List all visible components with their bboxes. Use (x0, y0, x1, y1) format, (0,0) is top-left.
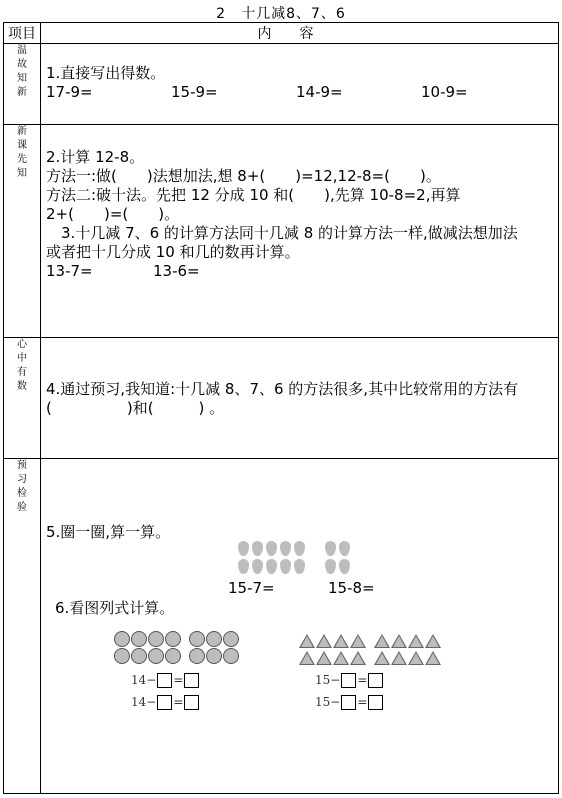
q1-item: 10-9= (421, 83, 468, 101)
q1-heading: 1.直接写出得数。 (46, 64, 166, 82)
section-label-review: 温故知新 (17, 45, 27, 98)
triangle-shape (350, 651, 366, 665)
circle-shape (148, 648, 164, 664)
q6-heading: 6.看图列式计算。 (55, 599, 175, 617)
q1-item: 17-9= (46, 83, 93, 101)
answer-box[interactable] (368, 695, 383, 710)
header-project: 项目 (4, 23, 41, 44)
q2-line: 方法一:做( )法想加法,想 8+( )=12,12-8=( )。 (46, 167, 441, 185)
answer-box[interactable] (184, 673, 199, 688)
q2-line: 2+( )=( )。 (46, 205, 180, 223)
worksheet-table (3, 22, 559, 794)
header-content: 内容 (41, 23, 559, 44)
circle-shape (148, 631, 164, 647)
triangle-shape (425, 651, 441, 665)
triangle-shape (408, 634, 424, 648)
circle-shape (114, 631, 130, 647)
triangle-shape (391, 634, 407, 648)
section-review (4, 44, 559, 125)
circle-shape (165, 631, 181, 647)
q1-item: 15-9= (171, 83, 218, 101)
pear-icon (339, 541, 350, 556)
triangle-shape (299, 634, 315, 648)
triangle-shape (425, 634, 441, 648)
q2-line: 2.计算 12-8。 (46, 148, 145, 166)
pear-icon (266, 541, 277, 556)
answer-box[interactable] (341, 695, 356, 710)
circle-shape (114, 648, 130, 664)
triangle-shape (299, 651, 315, 665)
circle-shape (223, 648, 239, 664)
pear-icon (280, 559, 291, 574)
left-equation-1: 14− = (131, 673, 200, 688)
page-title: 2 十几减8、7、6 (216, 6, 346, 22)
circle-shape (206, 648, 222, 664)
q5-item: 15-8= (328, 579, 375, 597)
pear-icon (325, 559, 336, 574)
q5-heading: 5.圈一圈,算一算。 (46, 523, 171, 541)
circle-shape (189, 648, 205, 664)
answer-box[interactable] (368, 673, 383, 688)
triangle-shape (316, 651, 332, 665)
right-equation-2: 15− = (315, 695, 384, 710)
q3-line: 或者把十几分成 10 和几的数再计算。 (46, 243, 300, 261)
triangle-shape (408, 651, 424, 665)
answer-box[interactable] (341, 673, 356, 688)
circle-shape (165, 648, 181, 664)
circle-shape (189, 631, 205, 647)
triangle-shape (333, 651, 349, 665)
pear-icon (280, 541, 291, 556)
circle-shape (131, 648, 147, 664)
right-equation-1: 15− = (315, 673, 384, 688)
section-label-check: 预习检验 (17, 460, 27, 513)
q3-item: 13-6= (153, 262, 200, 280)
triangle-shape (316, 634, 332, 648)
section-label-mind: 心中有数 (17, 339, 27, 392)
circle-shape (206, 631, 222, 647)
pear-icon (294, 559, 305, 574)
section-new-lesson (4, 125, 559, 338)
triangle-shape (374, 651, 390, 665)
eq-number: 14 (131, 673, 147, 687)
pear-icon (339, 559, 350, 574)
pear-icon (238, 541, 249, 556)
triangle-shape (374, 634, 390, 648)
pear-icon (252, 559, 263, 574)
answer-box[interactable] (157, 695, 172, 710)
pear-icon (294, 541, 305, 556)
answer-box[interactable] (157, 673, 172, 688)
q4-line: ( )和( ) 。 (46, 399, 225, 417)
q4-line: 4.通过预习,我知道:十几减 8、7、6 的方法很多,其中比较常用的方法有 (46, 380, 519, 398)
q5-item: 15-7= (228, 579, 275, 597)
eq-number: 15 (315, 673, 331, 687)
q3-item: 13-7= (46, 262, 93, 280)
section-label-new: 新课先知 (17, 126, 27, 179)
triangle-shape (391, 651, 407, 665)
eq-number: 14 (131, 695, 147, 709)
header-row (4, 23, 559, 44)
circle-shape (131, 631, 147, 647)
circle-shape (223, 631, 239, 647)
section-mind (4, 338, 559, 459)
eq-number: 15 (315, 695, 331, 709)
section-check (4, 459, 559, 794)
triangle-shape (333, 634, 349, 648)
pear-icon (238, 559, 249, 574)
pear-icon (325, 541, 336, 556)
q2-line: 方法二:破十法。先把 12 分成 10 和( ),先算 10-8=2,再算 (46, 186, 461, 204)
q3-line: 3.十几减 7、6 的计算方法同十几减 8 的计算方法一样,做减法想加法 (46, 224, 518, 242)
pear-icon (266, 559, 277, 574)
triangle-shape (350, 634, 366, 648)
q1-item: 14-9= (296, 83, 343, 101)
left-equation-2: 14− = (131, 695, 200, 710)
answer-box[interactable] (184, 695, 199, 710)
pear-icon (252, 541, 263, 556)
